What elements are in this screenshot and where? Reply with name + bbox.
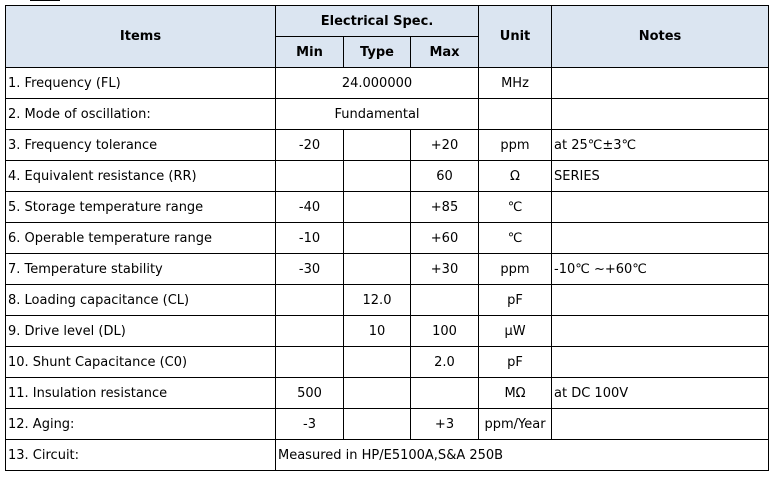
item-cell: 3. Frequency tolerance bbox=[6, 130, 276, 161]
item-cell: 2. Mode of oscillation: bbox=[6, 99, 276, 130]
min-cell: -40 bbox=[276, 192, 344, 223]
notes-cell bbox=[552, 192, 769, 223]
min-cell bbox=[276, 347, 344, 378]
max-cell: +30 bbox=[411, 254, 479, 285]
type-cell: 12.0 bbox=[344, 285, 411, 316]
max-cell: +85 bbox=[411, 192, 479, 223]
max-cell: 100 bbox=[411, 316, 479, 347]
min-cell: 500 bbox=[276, 378, 344, 409]
max-cell: +60 bbox=[411, 223, 479, 254]
unit-cell: pF bbox=[479, 347, 552, 378]
notes-cell bbox=[552, 99, 769, 130]
min-cell bbox=[276, 161, 344, 192]
table-row bbox=[6, 285, 769, 316]
notes-cell: at 25℃±3℃ bbox=[552, 130, 769, 161]
max-cell: +3 bbox=[411, 409, 479, 440]
max-cell: 60 bbox=[411, 161, 479, 192]
table-row bbox=[6, 68, 769, 99]
min-cell: -30 bbox=[276, 254, 344, 285]
electrical-spec-table bbox=[5, 5, 769, 471]
table-row bbox=[6, 99, 769, 130]
circuit-value-cell: Measured in HP/E5100A,S&A 250B bbox=[276, 440, 769, 471]
notes-cell bbox=[552, 68, 769, 99]
type-header: Type bbox=[344, 37, 411, 68]
table-row bbox=[6, 347, 769, 378]
table-row bbox=[6, 254, 769, 285]
type-cell: 10 bbox=[344, 316, 411, 347]
item-cell: 5. Storage temperature range bbox=[6, 192, 276, 223]
unit-cell: Ω bbox=[479, 161, 552, 192]
max-header: Max bbox=[411, 37, 479, 68]
item-cell: 10. Shunt Capacitance (C0) bbox=[6, 347, 276, 378]
unit-cell bbox=[479, 99, 552, 130]
unit-cell: ℃ bbox=[479, 223, 552, 254]
unit-cell: ppm/Year bbox=[479, 409, 552, 440]
min-cell: -3 bbox=[276, 409, 344, 440]
unit-cell: ppm bbox=[479, 130, 552, 161]
table-row bbox=[6, 316, 769, 347]
min-cell: -20 bbox=[276, 130, 344, 161]
electrical-spec-header: Electrical Spec. bbox=[276, 6, 479, 37]
table-row bbox=[6, 378, 769, 409]
type-cell bbox=[344, 192, 411, 223]
page-edge-line bbox=[30, 0, 60, 1]
table-row bbox=[6, 161, 769, 192]
max-cell: 2.0 bbox=[411, 347, 479, 378]
items-header: Items bbox=[6, 6, 276, 68]
min-cell bbox=[276, 285, 344, 316]
notes-cell bbox=[552, 285, 769, 316]
notes-cell: -10℃ ~+60℃ bbox=[552, 254, 769, 285]
table-row bbox=[6, 440, 769, 471]
item-cell: 12. Aging: bbox=[6, 409, 276, 440]
notes-cell: SERIES bbox=[552, 161, 769, 192]
notes-cell bbox=[552, 223, 769, 254]
unit-cell: µW bbox=[479, 316, 552, 347]
max-cell bbox=[411, 285, 479, 316]
table-row bbox=[6, 130, 769, 161]
min-header: Min bbox=[276, 37, 344, 68]
notes-cell bbox=[552, 347, 769, 378]
min-cell: -10 bbox=[276, 223, 344, 254]
type-cell bbox=[344, 378, 411, 409]
item-cell: 4. Equivalent resistance (RR) bbox=[6, 161, 276, 192]
type-cell bbox=[344, 254, 411, 285]
unit-cell: MHz bbox=[479, 68, 552, 99]
table-row bbox=[6, 223, 769, 254]
item-cell: 6. Operable temperature range bbox=[6, 223, 276, 254]
notes-cell: at DC 100V bbox=[552, 378, 769, 409]
notes-header: Notes bbox=[552, 6, 769, 68]
unit-cell: MΩ bbox=[479, 378, 552, 409]
type-cell bbox=[344, 130, 411, 161]
notes-cell bbox=[552, 316, 769, 347]
value-cell: Fundamental bbox=[276, 99, 479, 130]
item-cell: 13. Circuit: bbox=[6, 440, 276, 471]
type-cell bbox=[344, 223, 411, 254]
max-cell bbox=[411, 378, 479, 409]
type-cell bbox=[344, 161, 411, 192]
table-row bbox=[6, 409, 769, 440]
item-cell: 9. Drive level (DL) bbox=[6, 316, 276, 347]
unit-cell: pF bbox=[479, 285, 552, 316]
type-cell bbox=[344, 347, 411, 378]
item-cell: 7. Temperature stability bbox=[6, 254, 276, 285]
unit-cell: ppm bbox=[479, 254, 552, 285]
unit-cell: ℃ bbox=[479, 192, 552, 223]
type-cell bbox=[344, 409, 411, 440]
min-cell bbox=[276, 316, 344, 347]
item-cell: 1. Frequency (FL) bbox=[6, 68, 276, 99]
notes-cell bbox=[552, 409, 769, 440]
table-row bbox=[6, 192, 769, 223]
max-cell: +20 bbox=[411, 130, 479, 161]
item-cell: 11. Insulation resistance bbox=[6, 378, 276, 409]
value-cell: 24.000000 bbox=[276, 68, 479, 99]
unit-header: Unit bbox=[479, 6, 552, 68]
item-cell: 8. Loading capacitance (CL) bbox=[6, 285, 276, 316]
